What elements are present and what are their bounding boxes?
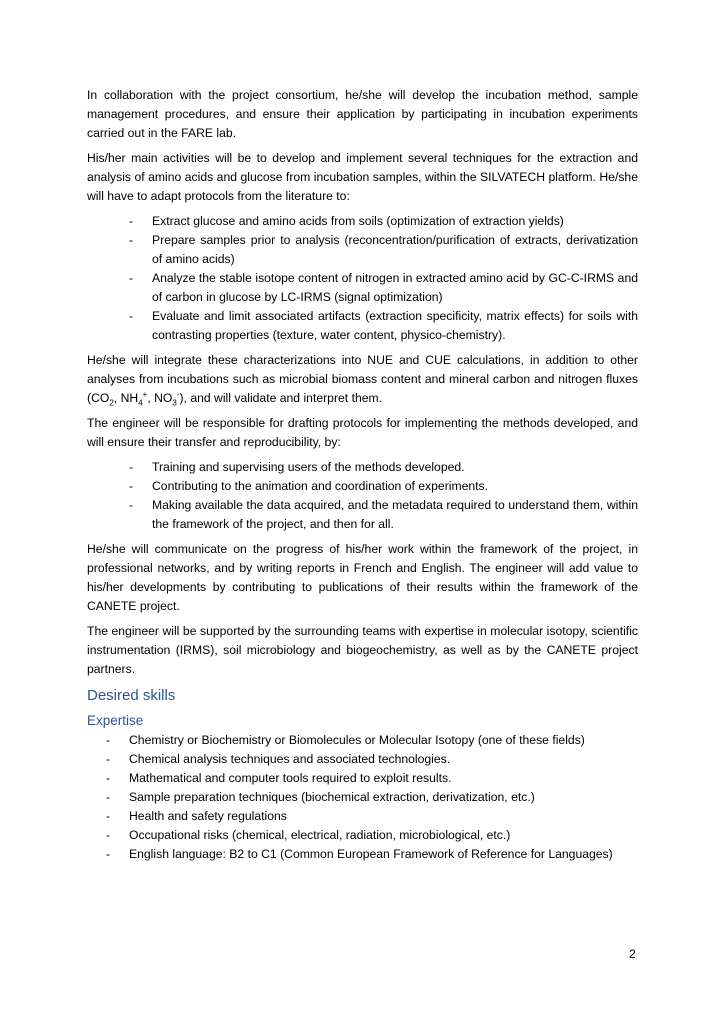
bullet-dash: - <box>129 233 134 247</box>
no3-superscript: - <box>176 389 180 399</box>
integration-text-1: He/she will integrate these characterizations into NUE and CUE calculations, in addition to other analyses from incubations such as microbial biomass content and mineral carbon and nitrogen fluxes ( <box>87 353 638 405</box>
list-item <box>87 269 638 307</box>
bullet-dash: - <box>129 460 134 474</box>
list-item-text: Evaluate and limit associated artifacts (extraction specificity, matrix effects) for soils with contrasting properties (texture, water content, physico-chemistry). <box>152 309 638 342</box>
list-item <box>87 477 638 496</box>
list-item-text: English language: B2 to C1 (Common European Framework of Reference for Languages) <box>129 847 613 861</box>
expertise-list <box>87 731 638 864</box>
bullet-dash: - <box>129 498 134 512</box>
list-item <box>87 845 638 864</box>
list-item-text: Chemical analysis techniques and associated technologies. <box>129 752 451 766</box>
list-item-text: Health and safety regulations <box>129 809 287 823</box>
list-item <box>87 769 638 788</box>
bullet-dash: - <box>106 809 111 823</box>
list-item <box>87 750 638 769</box>
page-number: 2 <box>629 947 636 961</box>
list-item-text: Prepare samples prior to analysis (reconcentration/purification of extracts, derivatization of amino acids) <box>152 233 638 266</box>
expertise-heading: Expertise <box>87 713 144 728</box>
bullet-dash: - <box>129 479 134 493</box>
bullet-dash: - <box>106 752 111 766</box>
co2-subscript: 2 <box>109 398 114 408</box>
responsibility-paragraph: The engineer will be responsible for drafting protocols for implementing the methods developed, and will ensure their transfer and reproducibility, by: <box>87 416 638 449</box>
communication-paragraph: He/she will communicate on the progress of his/her work within the framework of the project, in professional networks, and by writing reports in French and English. The engineer will add value to his/her developments by contributing to publications of their results within the framework of the CANETE project. <box>87 542 638 613</box>
list-item <box>87 496 638 534</box>
list-item <box>87 231 638 269</box>
list-item <box>87 307 638 345</box>
integration-paragraph <box>87 351 638 408</box>
list-item-text: Occupational risks (chemical, electrical, radiation, microbiological, etc.) <box>129 828 511 842</box>
co2-formula: CO <box>91 391 110 405</box>
bullet-dash: - <box>129 214 134 228</box>
list-item <box>87 212 638 231</box>
bullet-dash: - <box>129 271 134 285</box>
list-item-text: Making available the data acquired, and the metadata required to understand them, within the framework of the project, and then for all. <box>152 498 638 531</box>
list-item-text: Chemistry or Biochemistry or Biomolecules or Molecular Isotopy (one of these fields) <box>129 733 585 747</box>
list-item <box>87 731 638 750</box>
no3-subscript: 3 <box>172 398 177 408</box>
intro-paragraph-2: His/her main activities will be to develop and implement several techniques for the extraction and analysis of amino acids and glucose from incubation samples, within the SILVATECH platform. He/she will have to adapt protocols from the literature to: <box>87 151 638 203</box>
bullet-dash: - <box>106 771 111 785</box>
page-content <box>87 86 638 870</box>
support-paragraph: The engineer will be supported by the surrounding teams with expertise in molecular isotopy, scientific instrumentation (IRMS), soil microbiology and biogeochemistry, as well as by the CANETE project partners. <box>87 624 638 676</box>
list-item <box>87 826 638 845</box>
nh4-subscript: 4 <box>138 398 143 408</box>
list-item-text: Sample preparation techniques (biochemical extraction, derivatization, etc.) <box>129 790 535 804</box>
bullet-dash: - <box>106 828 111 842</box>
activities-list <box>87 212 638 345</box>
list-item <box>87 788 638 807</box>
list-item-text: Contributing to the animation and coordination of experiments. <box>152 479 489 493</box>
nh4-formula: NH <box>120 391 139 405</box>
separator: , <box>147 391 155 405</box>
nh4-superscript: + <box>142 389 148 399</box>
list-item-text: Analyze the stable isotope content of nitrogen in extracted amino acid by GC-C-IRMS and of carbon in glucose by LC-IRMS (signal optimization) <box>152 271 638 304</box>
bullet-dash: - <box>129 309 134 323</box>
bullet-dash: - <box>106 847 111 861</box>
transfer-list <box>87 458 638 534</box>
list-item-text: Extract glucose and amino acids from soils (optimization of extraction yields) <box>152 214 564 228</box>
list-item-text: Training and supervising users of the methods developed. <box>152 460 465 474</box>
no3-formula: NO <box>154 391 173 405</box>
desired-skills-heading: Desired skills <box>87 687 176 704</box>
list-item-text: Mathematical and computer tools required to exploit results. <box>129 771 452 785</box>
list-item <box>87 807 638 826</box>
bullet-dash: - <box>106 790 111 804</box>
intro-paragraph-1: In collaboration with the project consortium, he/she will develop the incubation method, sample management procedures, and ensure their application by participating in incubation experiments carried out in the FARE lab. <box>87 88 638 140</box>
list-item <box>87 458 638 477</box>
bullet-dash: - <box>106 733 111 747</box>
integration-text-2: ), and will validate and interpret them. <box>179 391 383 405</box>
separator: , <box>113 391 121 405</box>
